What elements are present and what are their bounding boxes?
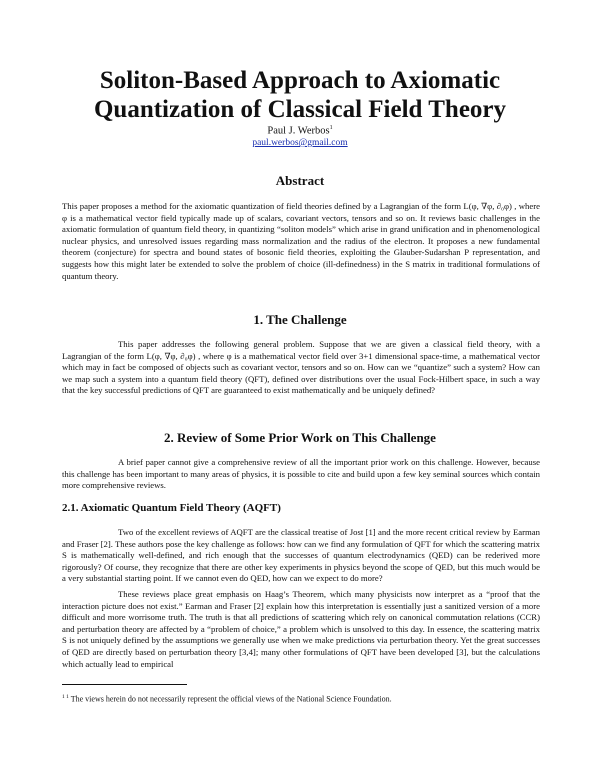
footnote-marks: 1 1	[62, 694, 69, 700]
footnote	[62, 692, 540, 705]
section-2-heading: 2. Review of Some Prior Work on This Challenge	[164, 430, 436, 445]
abstract-text: This paper proposes a method for the axiomatic quantization of field theories defined by a Lagrangian of the form L(φ, ∇φ, ∂₀φ) , where φ is a mathematical vector field typically made up of scalars, covariant vectors, tensors and so on. It reviews basic challenges in the axiomatic formulation of quantum field theory, in quantizing “soliton models” which arise in grand unification and in phenomenological nuclear physics, and unresolved issues regarding mass normalization and the radius of the electron. It proposes a new fundamental theorem (conjecture) for spectra and bound states of bosonic field theories, exploiting the Glauber-Sudarshan P representation, and suggests how this might later be extended to solve the problem of choice (ill-definedness) in the S matrix in traditional formulations of quantum theory.	[62, 201, 540, 281]
author-line	[0, 125, 600, 137]
author-footnote-mark: 1	[329, 125, 333, 131]
section-2-1-paragraph-2: These reviews place great emphasis on Haag’s Theorem, which many physicists now interpret as a “proof that the interaction picture does not exist.” Earman and Fraser [2] explain how this interpretation is essentially just a sanitized version of a more difficult and more worrisome truth. The truth is that all predictions of scattering which rely on canonical commutation relations (CCR) and perturbation theory are affected by a “problem of choice,” a problem which is unsolved to this day. In essence, the scattering matrix S is not uniquely defined by the assumptions we generally use when we make predictions via perturbation theory. Yet the great successes of QED are directly based on perturbation theory [3,4]; many other formulations of QFT have been developed [3], but the calculations which actually lead to empirical	[62, 589, 540, 669]
abstract-heading: Abstract	[275, 173, 325, 188]
section-2-1-paragraph-1: Two of the excellent reviews of AQFT are the classical treatise of Jost [1] and the more recent critical review by Earman and Fraser [2]. These authors pose the key challenge as follows: how can we find any formulation of QFT for which the scattering matrix S is mathematically well-defined, and rich enough that the successes of quantum electrodynamics (QED) can be rederived more rigorously? Of course, they recognize that there are other key experiments in physics beyond the scope of QED, but this much would be a very substantial starting point. If we cannot even do QED, how can we expect to do more?	[62, 527, 540, 584]
section-2-1-heading: 2.1. Axiomatic Quantum Field Theory (AQFT)	[62, 502, 281, 514]
section-1-text: This paper addresses the following general problem. Suppose that we are given a classical field theory, with a Lagrangian of the form L(φ, ∇φ, ∂₀φ) , where φ is a mathematical vector field over 3+1 dimensional space-time, a mathematical vector which may in fact be composed of objects such as covariant vector, tensors and so on. How can we “quantize” such a system? How can we map such a system into a quantum field theory (QFT), defined over distributions over the usual Fock-Hilbert space, in such a way that the key successful predictions of QFT are guaranteed to exist mathematically and be uniquely defined?	[62, 339, 540, 396]
section-2-text: A brief paper cannot give a comprehensive review of all the important prior work on this challenge. However, because this challenge has been important to many areas of physics, it is possible to cite and build upon a few key seminal sources which contain more comprehensive reviews.	[62, 457, 540, 491]
paper-title: Soliton-Based Approach to Axiomatic Quantization of Classical Field Theory	[93, 67, 507, 123]
section-1-heading: 1. The Challenge	[253, 312, 347, 327]
footnote-divider	[62, 684, 187, 685]
author-email-link[interactable]: paul.werbos@gmail.com	[252, 138, 348, 148]
footnote-text: The views herein do not necessarily represent the official views of the National Science Foundation.	[70, 694, 392, 704]
author-name: Paul J. Werbos	[267, 125, 330, 137]
